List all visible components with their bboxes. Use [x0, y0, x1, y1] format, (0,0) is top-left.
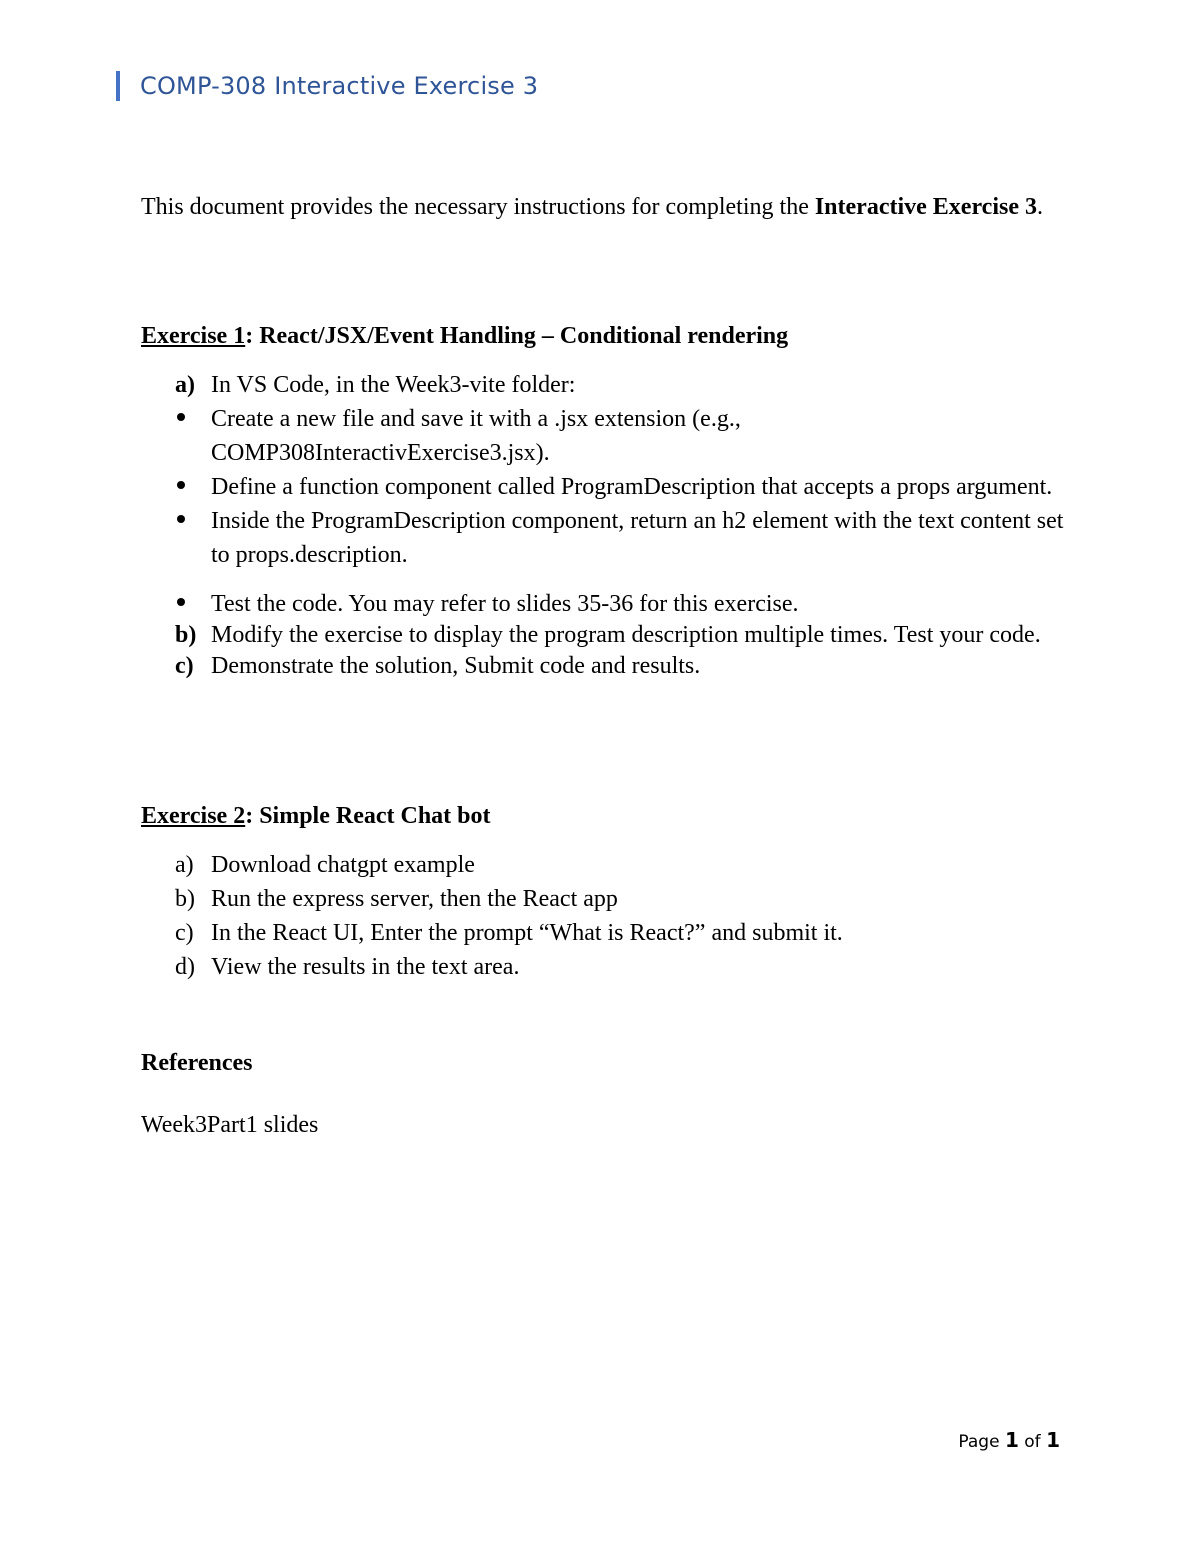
list-item-text: Download chatgpt example: [211, 852, 475, 878]
list-item-text: In VS Code, in the Week3-vite folder:: [211, 372, 576, 398]
exercise-1-label: Exercise 1: [141, 323, 246, 349]
current-page: 1: [1004, 1428, 1019, 1452]
exercise-1-heading: [141, 319, 788, 353]
list-marker: a): [175, 852, 194, 878]
list-item-text: View the results in the text area.: [211, 954, 520, 980]
bullet-icon: [141, 470, 211, 504]
header-accent-bar: [116, 71, 120, 101]
list-item-text: Create a new file and save it with a .jsx extension (e.g., COMP308InteractivExercise3.jsx).: [211, 406, 741, 466]
page-word: Page: [958, 1432, 1000, 1452]
list-item: [141, 950, 1071, 984]
intro-text-end: .: [1036, 194, 1043, 220]
list-marker: c): [175, 653, 194, 679]
total-pages: 1: [1046, 1428, 1060, 1452]
list-item: [141, 402, 1071, 470]
intro-paragraph: [141, 190, 1071, 224]
list-item: [141, 368, 1071, 402]
list-item: [141, 649, 1071, 683]
list-item: [141, 882, 1071, 916]
bullet-icon: [141, 504, 211, 538]
list-item: [141, 504, 1071, 572]
bullet-icon: [141, 402, 211, 436]
list-marker: a): [175, 372, 195, 398]
list-item-text: Inside the ProgramDescription component, return an h2 element with the text content set to props.description.: [211, 508, 1064, 568]
exercise-2-heading: [141, 799, 491, 833]
list-marker: c): [175, 920, 194, 946]
intro-text: This document provides the necessary instructions for completing the: [141, 194, 815, 220]
list-item-text: Demonstrate the solution, Submit code and results.: [211, 653, 701, 679]
list-item-text: In the React UI, Enter the prompt “What is React?” and submit it.: [211, 920, 843, 946]
exercise-1-list: [141, 368, 1071, 683]
exercise-2-title: : Simple React Chat bot: [245, 803, 491, 829]
intro-bold-text: Interactive Exercise 3: [814, 194, 1037, 220]
list-item: [141, 916, 1071, 950]
document-title: COMP-308 Interactive Exercise 3: [140, 72, 539, 100]
references-heading: References: [141, 1050, 253, 1076]
bullet-icon: [141, 587, 211, 621]
list-item-text: Modify the exercise to display the program description multiple times. Test your code.: [211, 622, 1041, 648]
page-number: [958, 1428, 1060, 1452]
list-item: [141, 587, 1071, 621]
exercise-2-list: [141, 848, 1071, 984]
list-item-text: Test the code. You may refer to slides 35-36 for this exercise.: [211, 591, 799, 617]
reference-item: Week3Part1 slides: [141, 1112, 319, 1138]
list-item: [141, 470, 1071, 504]
list-item-text: Run the express server, then the React app: [211, 886, 618, 912]
exercise-1-title: : React/JSX/Event Handling – Conditional rendering: [245, 323, 789, 349]
list-marker: d): [175, 954, 195, 980]
exercise-2-label: Exercise 2: [141, 803, 246, 829]
list-item-text: Define a function component called ProgramDescription that accepts a props argument.: [211, 474, 1053, 500]
list-marker: b): [175, 622, 197, 648]
list-marker: b): [175, 886, 195, 912]
list-item: [141, 848, 1071, 882]
of-word: of: [1024, 1432, 1041, 1452]
list-item: [141, 618, 1071, 652]
document-header: [116, 70, 538, 102]
